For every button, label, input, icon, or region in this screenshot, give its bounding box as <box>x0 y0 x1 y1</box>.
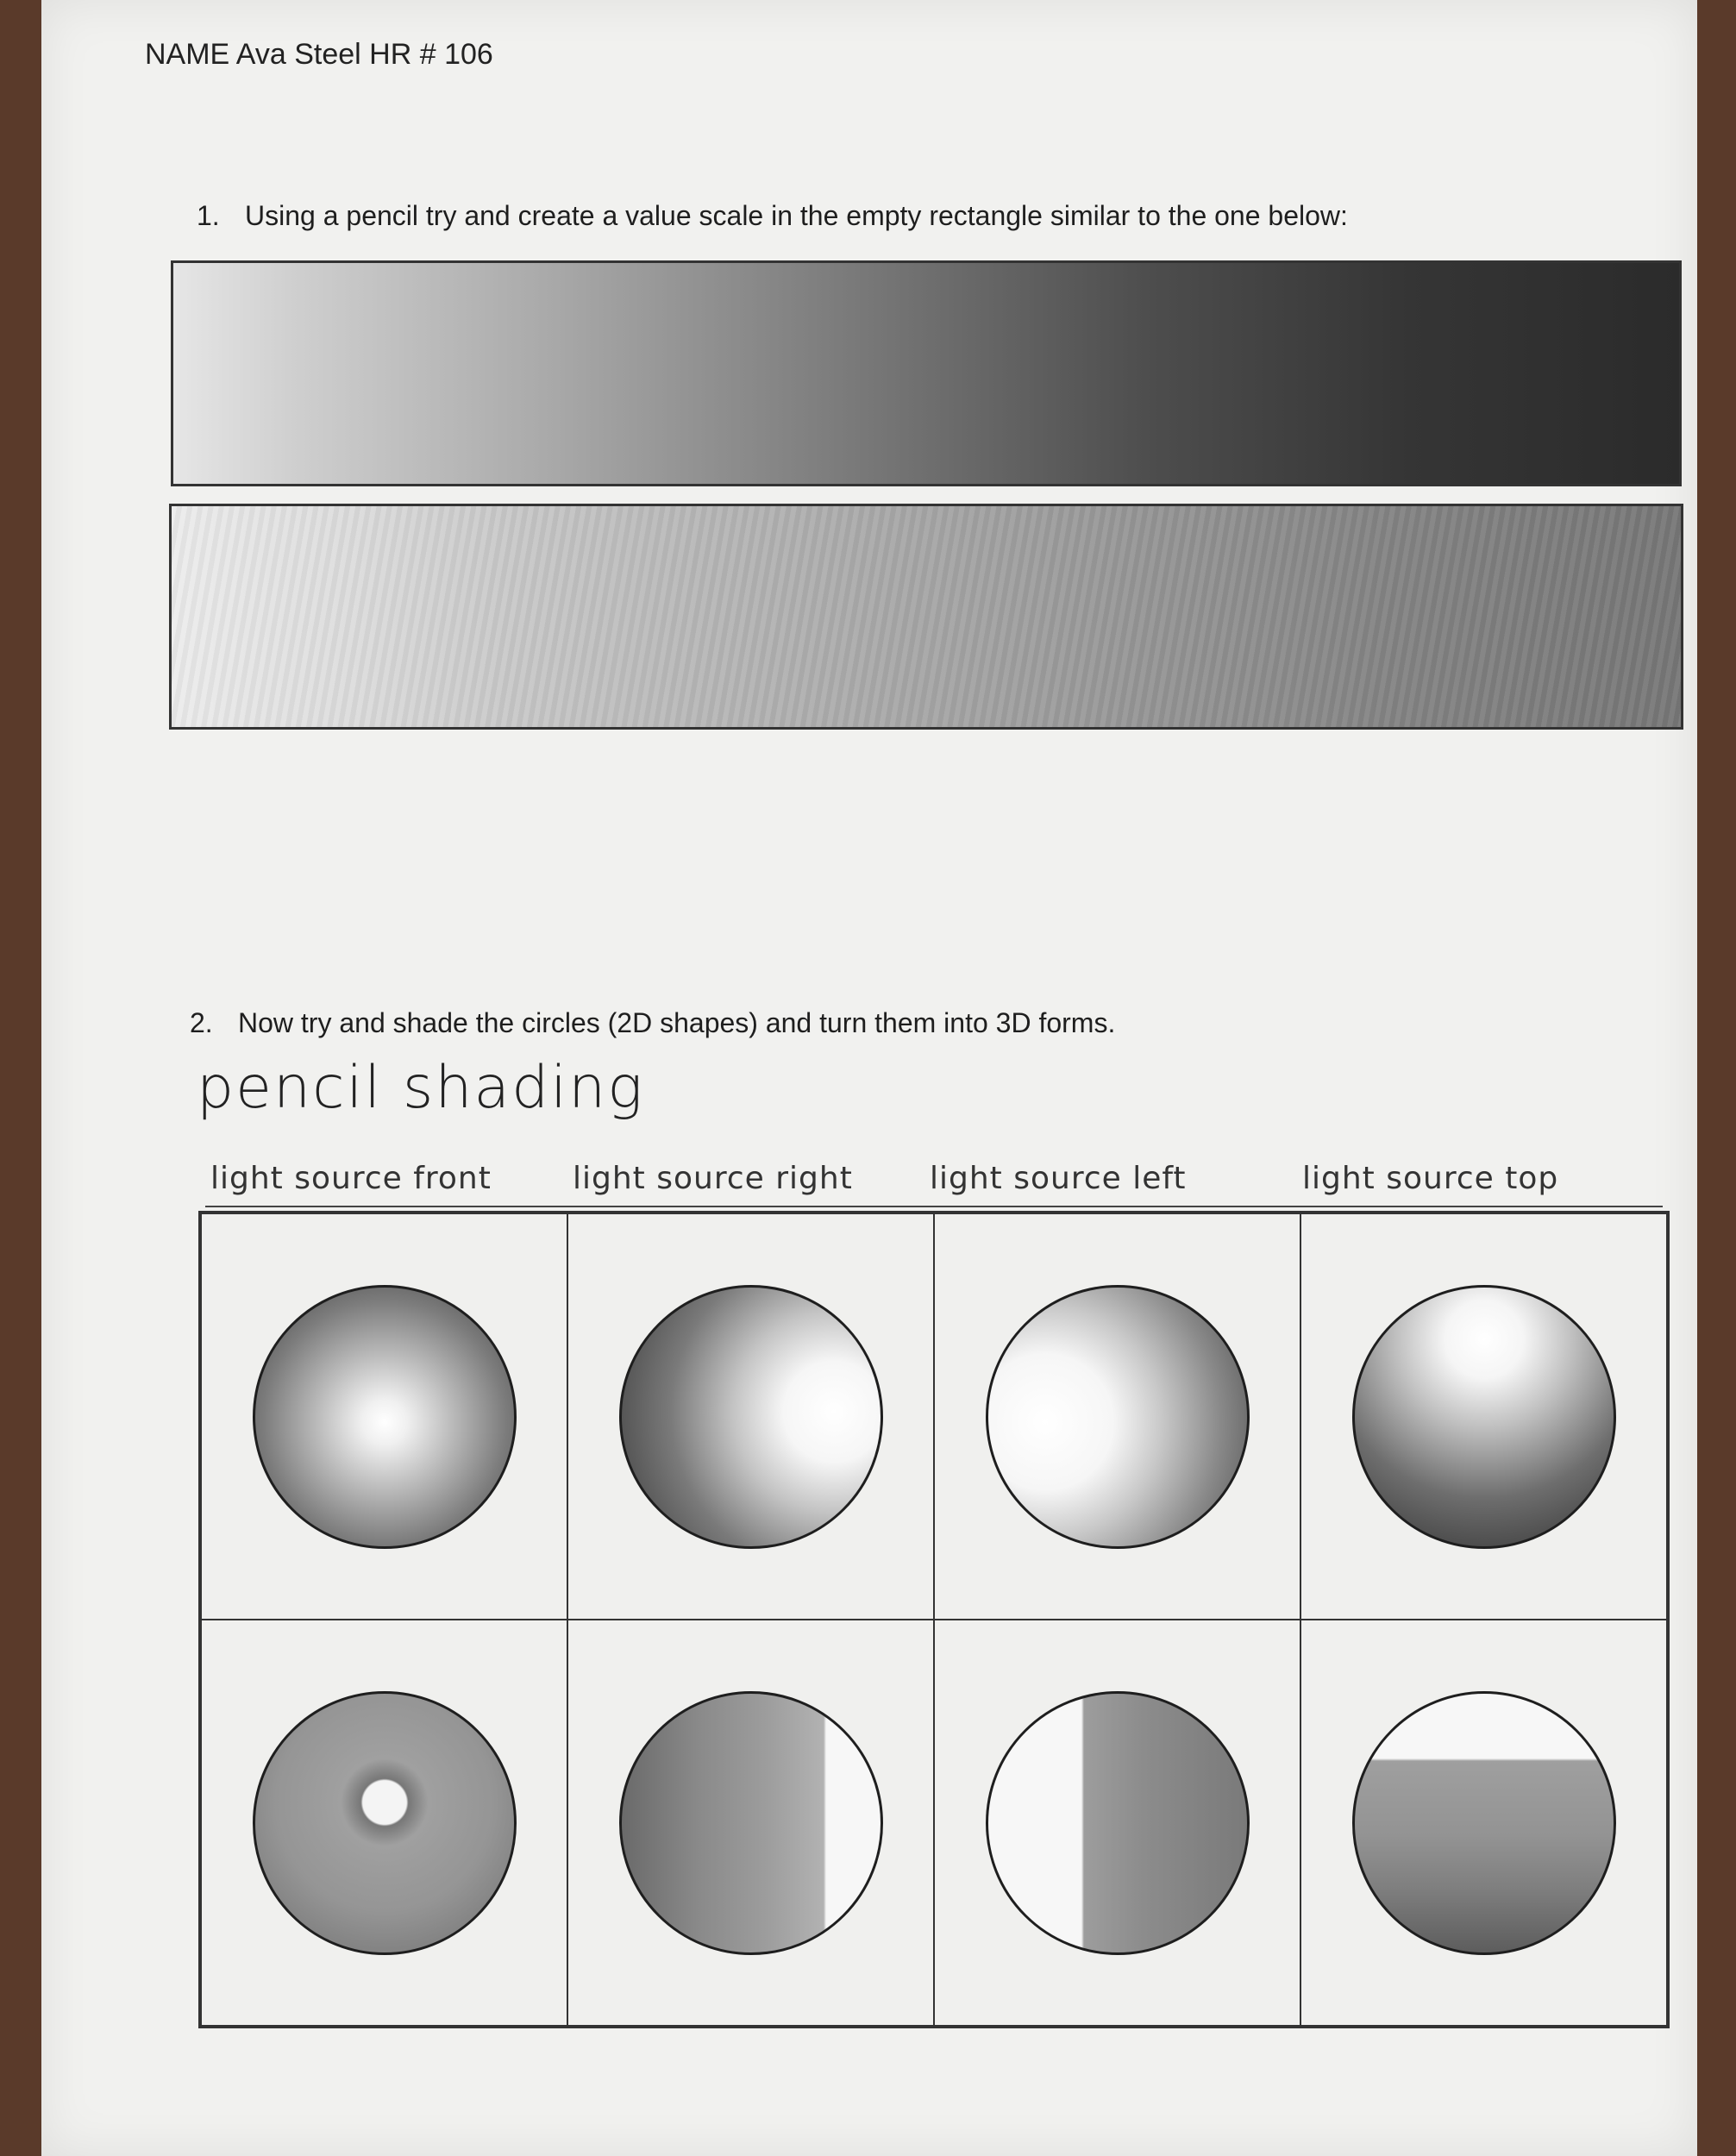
label-light-source-front: light source front <box>210 1161 492 1196</box>
label-underline <box>205 1206 1663 1207</box>
example-sphere-front <box>253 1285 517 1549</box>
question-1-number: 1. <box>197 200 220 231</box>
label-light-source-left: light source left <box>930 1161 1187 1196</box>
drawn-sphere-front <box>253 1691 517 1955</box>
question-2 <box>190 1007 1115 1039</box>
cell-drawn-front <box>201 1620 567 2026</box>
example-sphere-left <box>986 1285 1250 1549</box>
drawn-sphere-left <box>986 1691 1250 1955</box>
cell-drawn-left <box>934 1620 1300 2026</box>
worksheet-page <box>41 0 1697 2156</box>
cell-example-top <box>1300 1213 1667 1620</box>
cell-example-right <box>567 1213 934 1620</box>
question-1 <box>197 200 1348 232</box>
example-sphere-top <box>1352 1285 1616 1549</box>
question-2-text: Now try and shade the circles (2D shapes) and turn them into 3D forms. <box>238 1007 1116 1038</box>
question-2-number: 2. <box>190 1007 213 1038</box>
student-value-scale <box>169 504 1683 730</box>
drawn-sphere-top <box>1352 1691 1616 1955</box>
cell-drawn-top <box>1300 1620 1667 2026</box>
label-light-source-top: light source top <box>1302 1161 1559 1196</box>
shading-title: pencil shading <box>197 1054 645 1122</box>
example-sphere-right <box>619 1285 883 1549</box>
cell-example-left <box>934 1213 1300 1620</box>
question-1-text: Using a pencil try and create a value scale in the empty rectangle similar to the one below: <box>245 200 1348 231</box>
cell-drawn-right <box>567 1620 934 2026</box>
drawn-sphere-right <box>619 1691 883 1955</box>
shading-grid <box>198 1211 1670 2028</box>
cell-example-front <box>201 1213 567 1620</box>
name-line: NAME Ava Steel HR # 106 <box>145 38 493 71</box>
reference-value-scale <box>171 260 1682 486</box>
label-light-source-right: light source right <box>573 1161 853 1196</box>
